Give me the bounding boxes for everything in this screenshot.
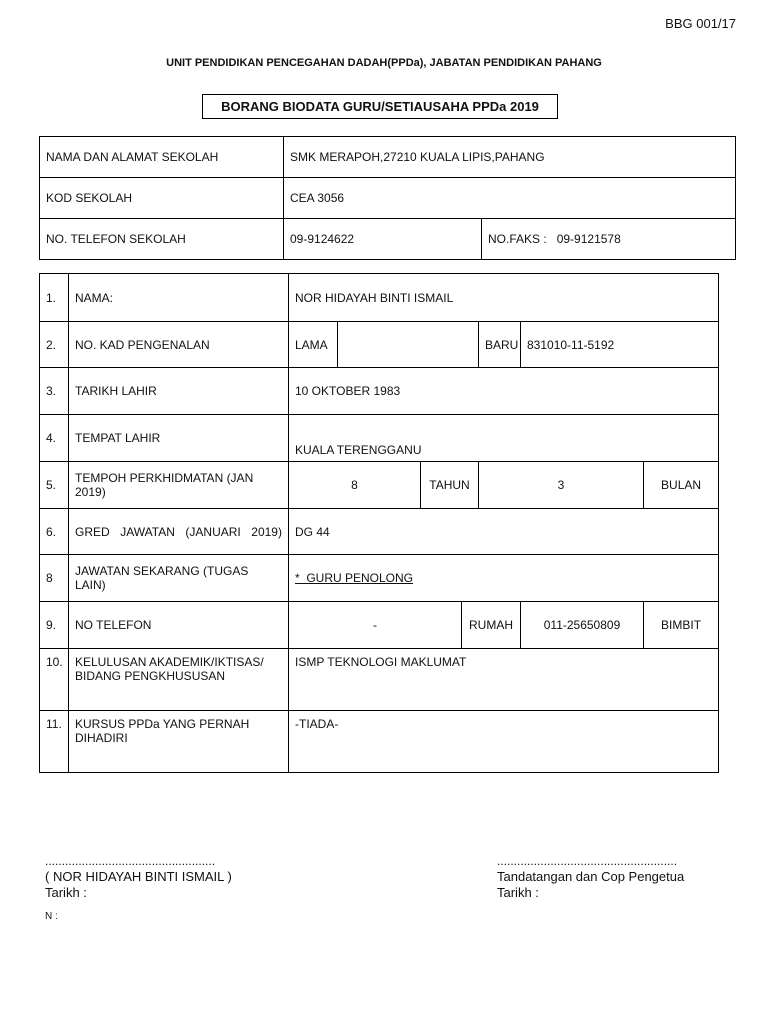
table-row bbox=[40, 649, 719, 711]
grade-label-d: 2019) bbox=[251, 524, 282, 539]
row-number: 9. bbox=[40, 602, 69, 649]
teacher-date-label: Tarikh : bbox=[45, 885, 87, 900]
table-row bbox=[40, 368, 719, 415]
mobile-phone-value: 011-25650809 bbox=[521, 602, 644, 649]
home-phone-value: - bbox=[289, 602, 462, 649]
dob-label: TARIKH LAHIR bbox=[69, 368, 289, 415]
row-number: 10. bbox=[40, 649, 69, 711]
table-row bbox=[40, 509, 719, 555]
row-number: 11. bbox=[40, 711, 69, 773]
school-name-value: SMK MERAPOH,27210 KUALA LIPIS,PAHANG bbox=[284, 137, 736, 178]
home-phone-label: RUMAH bbox=[462, 602, 521, 649]
row-number: 3. bbox=[40, 368, 69, 415]
school-info-table bbox=[39, 136, 736, 260]
principal-signature-block bbox=[497, 853, 684, 901]
form-reference: BBG 001/17 bbox=[665, 16, 736, 31]
service-months-value: 3 bbox=[479, 462, 644, 509]
school-fax-label: NO.FAKS : bbox=[488, 232, 547, 246]
table-row bbox=[40, 462, 719, 509]
qualification-label bbox=[69, 649, 289, 711]
row-number: 1. bbox=[40, 274, 69, 322]
ic-new-label: BARU bbox=[479, 322, 521, 368]
ic-old-label: LAMA bbox=[289, 322, 338, 368]
school-fax-value: 09-9121578 bbox=[556, 232, 621, 246]
table-row bbox=[40, 711, 719, 773]
ic-new-value: 831010-11-5192 bbox=[521, 322, 719, 368]
table-row bbox=[40, 178, 736, 219]
mobile-phone-label: BIMBIT bbox=[644, 602, 719, 649]
principal-signature-label: Tandatangan dan Cop Pengetua bbox=[497, 869, 685, 884]
position-value: * GURU PENOLONG bbox=[295, 571, 414, 585]
birthplace-value: KUALA TERENGGANU bbox=[289, 415, 719, 462]
name-value: NOR HIDAYAH BINTI ISMAIL bbox=[289, 274, 719, 322]
principal-date-label: Tarikh : bbox=[497, 885, 539, 900]
qualification-value: ISMP TEKNOLOGI MAKLUMAT bbox=[289, 649, 719, 711]
name-label: NAMA: bbox=[69, 274, 289, 322]
table-row bbox=[40, 137, 736, 178]
footnote-fragment: N : bbox=[45, 912, 58, 919]
service-years-value: 8 bbox=[289, 462, 421, 509]
courses-label bbox=[69, 711, 289, 773]
row-number: 2. bbox=[40, 322, 69, 368]
school-phone-label: NO. TELEFON SEKOLAH bbox=[40, 219, 284, 260]
unit-title: UNIT PENDIDIKAN PENCEGAHAN DADAH(PPDa), JABATAN PENDIDIKAN PAHANG bbox=[166, 57, 602, 69]
row-number: 4. bbox=[40, 415, 69, 462]
row-number: 6. bbox=[40, 509, 69, 555]
qualification-label-line1: KELULUSAN AKADEMIK/IKTISAS/ bbox=[75, 655, 264, 669]
biodata-table bbox=[39, 273, 719, 773]
grade-label-b: JAWATAN bbox=[120, 524, 175, 539]
form-title bbox=[202, 94, 558, 119]
dob-value: 10 OKTOBER 1983 bbox=[289, 368, 719, 415]
school-code-label: KOD SEKOLAH bbox=[40, 178, 284, 219]
table-row bbox=[40, 322, 719, 368]
grade-label-a: GRED bbox=[75, 524, 110, 539]
service-years-unit: TAHUN bbox=[421, 462, 479, 509]
teacher-signature-block bbox=[45, 853, 232, 901]
service-months-unit: BULAN bbox=[644, 462, 719, 509]
qualification-label-line2: BIDANG PENGKHUSUSAN bbox=[75, 669, 226, 683]
table-row bbox=[40, 602, 719, 649]
service-label: TEMPOH PERKHIDMATAN (JAN 2019) bbox=[69, 462, 289, 509]
teacher-name: ( NOR HIDAYAH BINTI ISMAIL ) bbox=[45, 869, 232, 884]
school-phone-value: 09-9124622 bbox=[284, 219, 482, 260]
position-value-cell bbox=[289, 555, 719, 602]
school-name-label: NAMA DAN ALAMAT SEKOLAH bbox=[40, 137, 284, 178]
table-row bbox=[40, 274, 719, 322]
table-row bbox=[40, 555, 719, 602]
position-label: JAWATAN SEKARANG (TUGAS LAIN) bbox=[69, 555, 289, 602]
grade-label bbox=[69, 509, 289, 555]
grade-label-words bbox=[75, 525, 282, 539]
row-number: 5. bbox=[40, 462, 69, 509]
courses-label-line2: DIHADIRI bbox=[75, 731, 128, 745]
birthplace-label: TEMPAT LAHIR bbox=[69, 415, 289, 462]
table-row bbox=[40, 219, 736, 260]
grade-value: DG 44 bbox=[289, 509, 719, 555]
table-row bbox=[40, 415, 719, 462]
school-fax-cell bbox=[482, 219, 736, 260]
form-title-text: BORANG BIODATA GURU/SETIAUSAHA PPDa 2019 bbox=[221, 99, 539, 114]
teacher-signature-line: ................................................... bbox=[45, 854, 216, 868]
phone-label: NO TELEFON bbox=[69, 602, 289, 649]
school-code-value: CEA 3056 bbox=[284, 178, 736, 219]
row-number: 8 bbox=[40, 555, 69, 602]
courses-label-line1: KURSUS PPDa YANG PERNAH bbox=[75, 717, 250, 731]
courses-value: -TIADA- bbox=[289, 711, 719, 773]
ic-label: NO. KAD PENGENALAN bbox=[69, 322, 289, 368]
principal-signature-line: ...................................................... bbox=[497, 854, 678, 868]
grade-label-c: (JANUARI bbox=[185, 524, 241, 539]
ic-old-value bbox=[338, 322, 479, 368]
